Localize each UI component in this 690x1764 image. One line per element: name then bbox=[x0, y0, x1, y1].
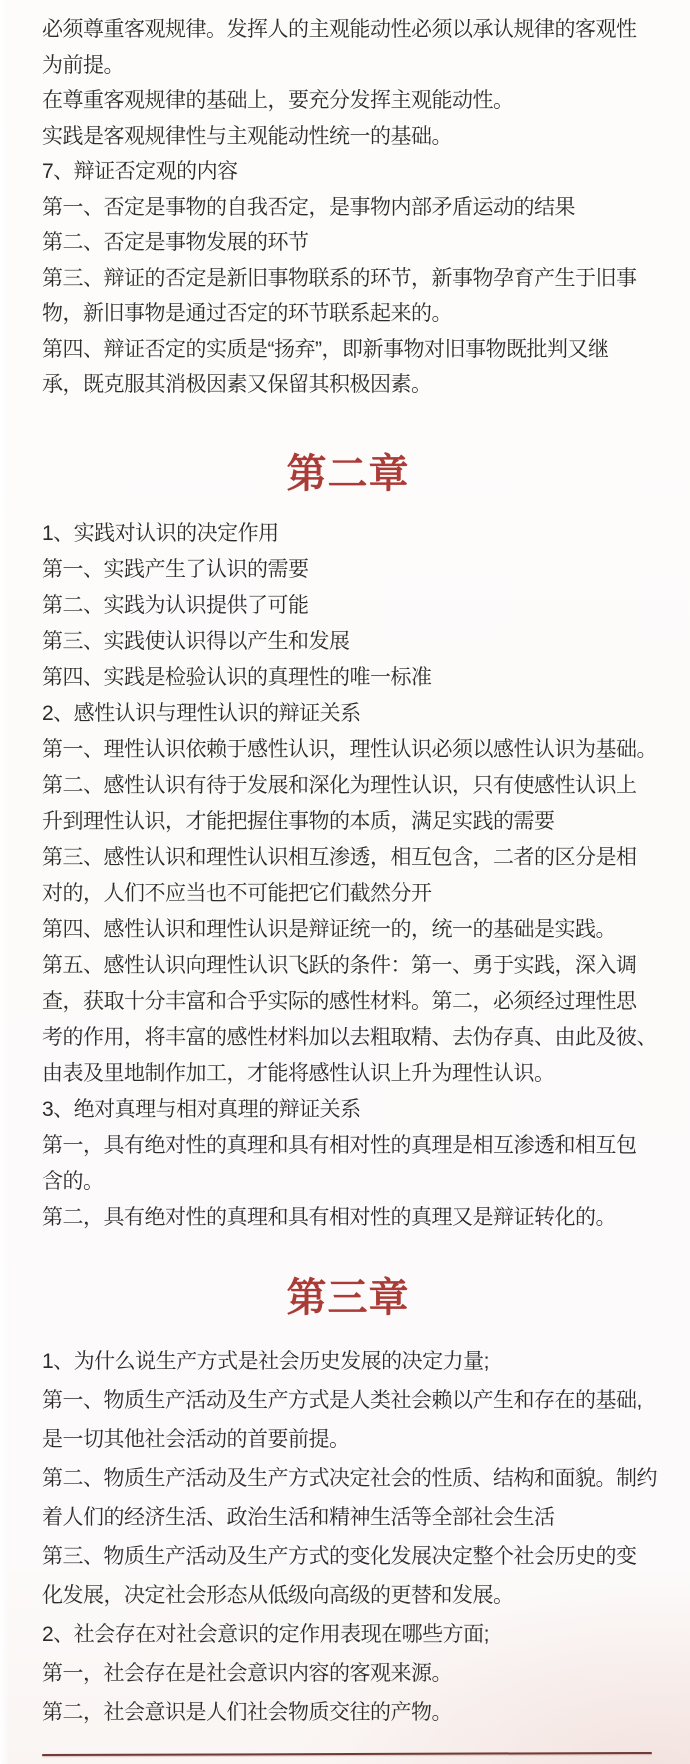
text-line: 承，既克服其消极因素又保留其积极因素。 bbox=[42, 373, 432, 396]
text-line: 第四、实践是检验认识的真理性的唯一标准 bbox=[42, 665, 432, 689]
text-line: 2、社会存在对社会意识的定作用表现在哪些方面; bbox=[42, 1622, 490, 1646]
text-line: 1、为什么说生产方式是社会历史发展的决定力量; bbox=[42, 1349, 490, 1373]
text-line: 对的，人们不应当也不可能把它们截然分开 bbox=[42, 881, 432, 905]
text-line: 物，新旧事物是通过否定的环节联系起来的。 bbox=[42, 302, 452, 325]
text-line: 考的作用，将丰富的感性材料加以去粗取精、去伪存真、由此及彼、 bbox=[42, 1025, 657, 1049]
text-line: 实践是客观规律性与主观能动性统一的基础。 bbox=[42, 124, 452, 148]
text-line: 第一、否定是事物的自我否定，是事物内部矛盾运动的结果 bbox=[42, 195, 575, 219]
chapter2-title: 第二章 bbox=[286, 451, 410, 496]
text-line: 第二、感性认识有待于发展和深化为理性认识，只有使感性认识上 bbox=[42, 773, 637, 797]
text-line: 由表及里地制作加工，才能将感性认识上升为理性认识。 bbox=[42, 1061, 555, 1085]
text-line: 第五、感性认识向理性认识飞跃的条件：第一、勇于实践，深入调 bbox=[42, 953, 637, 977]
text-line: 第二，社会意识是人们社会物质交往的产物。 bbox=[42, 1700, 452, 1724]
text-line: 第三、实践使认识得以产生和发展 bbox=[42, 629, 350, 653]
text-line: 第一，具有绝对性的真理和具有相对性的真理是相互渗透和相互包 bbox=[42, 1133, 637, 1157]
text-line: 查，获取十分丰富和合乎实际的感性材料。第二，必须经过理性思 bbox=[42, 989, 637, 1013]
text-line: 必须尊重客观规律。发挥人的主观能动性必须以承认规律的客观性 bbox=[42, 18, 637, 41]
text-line: 第三、辩证的否定是新旧事物联系的环节，新事物孕育产生于旧事 bbox=[42, 266, 637, 290]
section1-text-block bbox=[42, 12, 654, 403]
text-line: 第二、物质生产活动及生产方式决定社会的性质、结构和面貌。制约 bbox=[42, 1466, 657, 1490]
text-line: 是一切其他社会活动的首要前提。 bbox=[42, 1427, 350, 1451]
chapter2-text-block bbox=[42, 516, 657, 1236]
text-line: 第一、实践产生了认识的需要 bbox=[42, 557, 309, 581]
text-line: 第三、感性认识和理性认识相互渗透，相互包含，二者的区分是相 bbox=[42, 845, 637, 869]
text-line: 着人们的经济生活、政治生活和精神生活等全部社会生活 bbox=[42, 1505, 555, 1529]
text-line: 第四、感性认识和理性认识是辩证统一的，统一的基础是实践。 bbox=[42, 917, 616, 941]
text-line: 2、感性认识与理性认识的辩证关系 bbox=[42, 701, 361, 725]
text-line: 3、绝对真理与相对真理的辩证关系 bbox=[42, 1097, 361, 1121]
text-line: 在尊重客观规律的基础上，要充分发挥主观能动性。 bbox=[42, 89, 514, 112]
text-line: 第四、辩证否定的实质是“扬弃”，即新事物对旧事物既批判又继 bbox=[42, 337, 609, 361]
text-line: 为前提。 bbox=[42, 53, 124, 77]
text-line: 化发展，决定社会形态从低级向高级的更替和发展。 bbox=[42, 1583, 514, 1607]
text-line: 第一、理性认识依赖于感性认识，理性认识必须以感性认识为基础。 bbox=[42, 737, 657, 761]
chapter3-title: 第三章 bbox=[286, 1275, 410, 1320]
text-line: 第一，社会存在是社会意识内容的客观来源。 bbox=[42, 1661, 452, 1685]
text-line: 1、实践对认识的决定作用 bbox=[42, 521, 279, 545]
text-line: 含的。 bbox=[42, 1169, 104, 1193]
text-line: 第二、否定是事物发展的环节 bbox=[42, 231, 309, 254]
text-line: 第二、实践为认识提供了可能 bbox=[42, 593, 309, 617]
text-line: 第一、物质生产活动及生产方式是人类社会赖以产生和存在的基础, bbox=[42, 1388, 642, 1412]
bottom-divider-line bbox=[42, 1751, 652, 1755]
text-line: 第二，具有绝对性的真理和具有相对性的真理又是辩证转化的。 bbox=[42, 1205, 616, 1229]
text-line: 7、辩证否定观的内容 bbox=[42, 160, 238, 183]
text-line: 升到理性认识，才能把握住事物的本质，满足实践的需要 bbox=[42, 809, 555, 833]
chapter3-text-block bbox=[42, 1342, 657, 1732]
text-line: 第三、物质生产活动及生产方式的变化发展决定整个社会历史的变 bbox=[42, 1544, 637, 1568]
